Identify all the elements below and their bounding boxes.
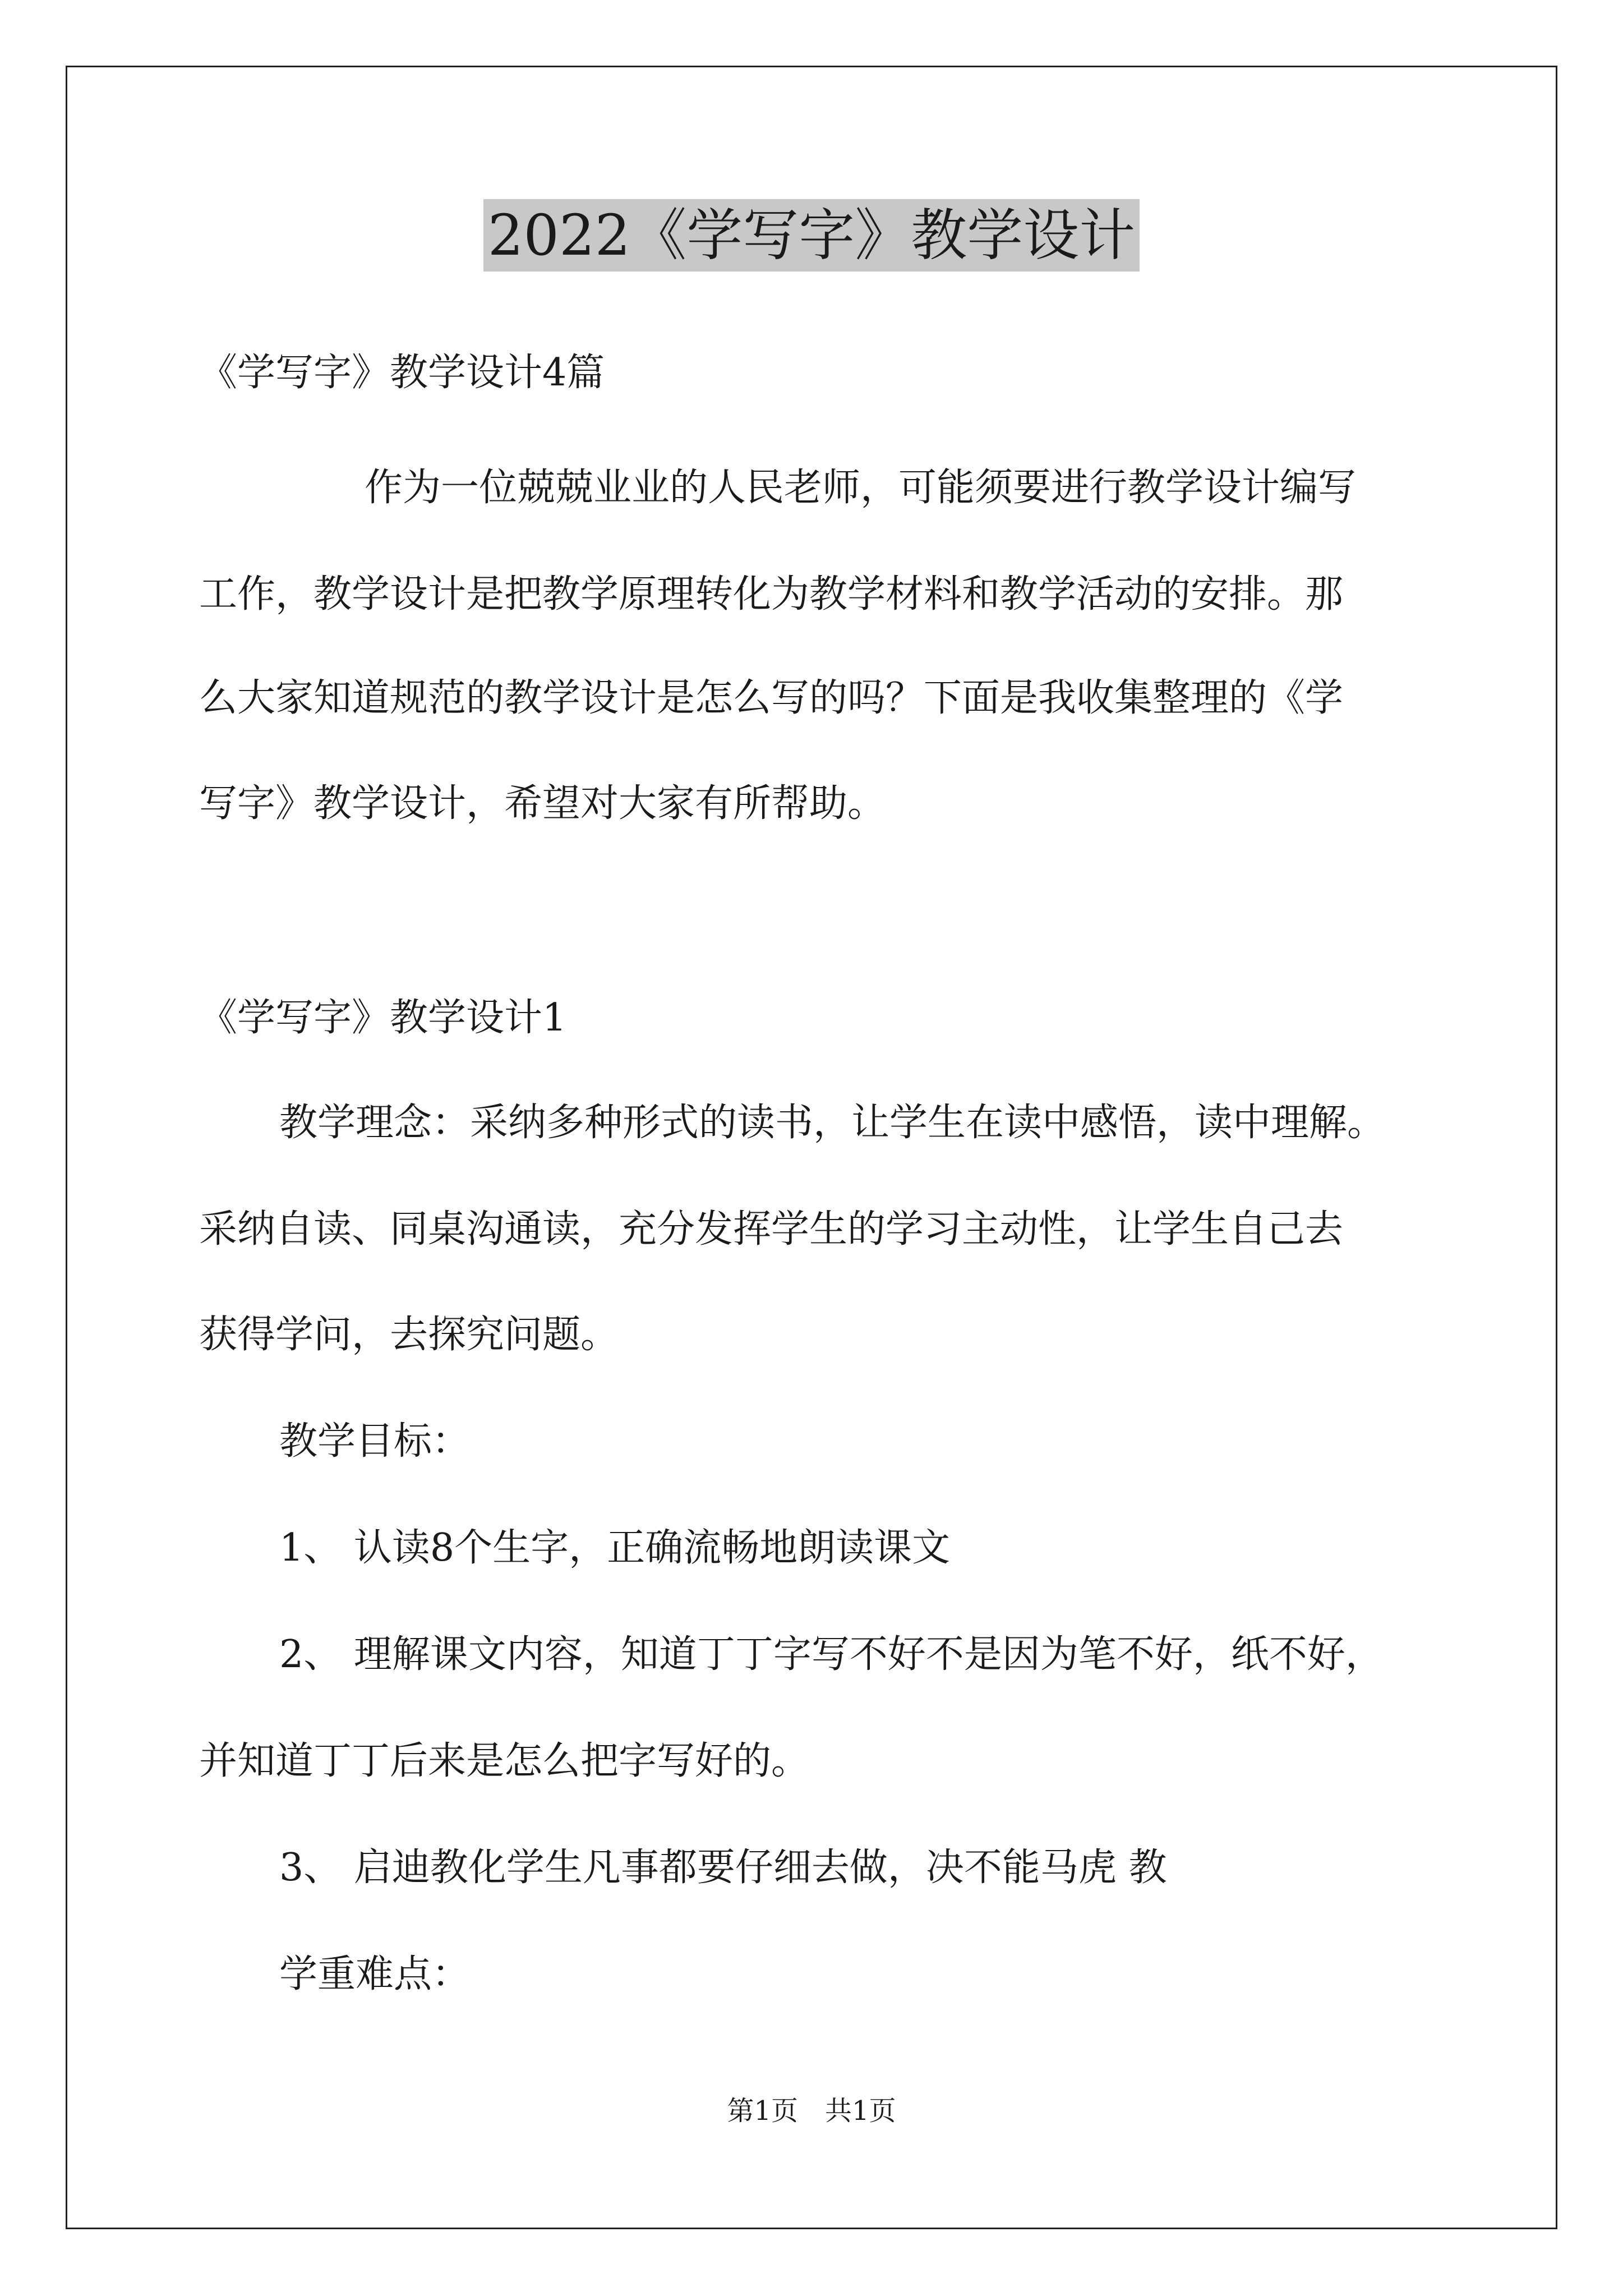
concept-line-2: 采纳自读、同桌沟通读，充分发挥学生的学习主动性，让学生自己去 [199,1207,1344,1251]
goal-3: 3、 启迪教化学生凡事都要仔细去做，决不能马虎 教 [279,1846,1167,1890]
goal-1: 1、 认读8个生字，正确流畅地朗读课文 [279,1526,951,1570]
goals-label: 教学目标： [279,1419,471,1464]
document-title [0,199,1623,272]
intro-paragraph-line-2: 工作，教学设计是把教学原理转化为教学材料和教学活动的安排。那 [199,572,1344,616]
intro-paragraph-line-1: 作为一位兢兢业业的人民老师，可能须要进行教学设计编写 [365,466,1357,510]
goal-2-line-1: 2、 理解课文内容，知道丁丁字写不好不是因为笔不好，纸不好， [279,1632,1384,1677]
document-title-text: 2022《学写字》教学设计 [483,199,1140,272]
section-heading: 《学写字》教学设计1 [199,996,567,1040]
document-subtitle: 《学写字》教学设计4篇 [199,351,605,395]
intro-paragraph-line-4: 写字》教学设计，希望对大家有所帮助。 [199,781,886,826]
intro-paragraph-line-3: 么大家知道规范的教学设计是怎么写的吗？下面是我收集整理的《学 [199,676,1344,720]
goal-2-line-2: 并知道丁丁后来是怎么把字写好的。 [199,1739,810,1783]
concept-line-1: 教学理念：采纳多种形式的读书，让学生在读中感悟，读中理解。 [279,1101,1386,1145]
difficulty-label: 学重难点： [279,1952,471,1996]
page-footer: 第1页 共1页 [727,2095,896,2127]
concept-line-3: 获得学问，去探究问题。 [199,1313,619,1357]
